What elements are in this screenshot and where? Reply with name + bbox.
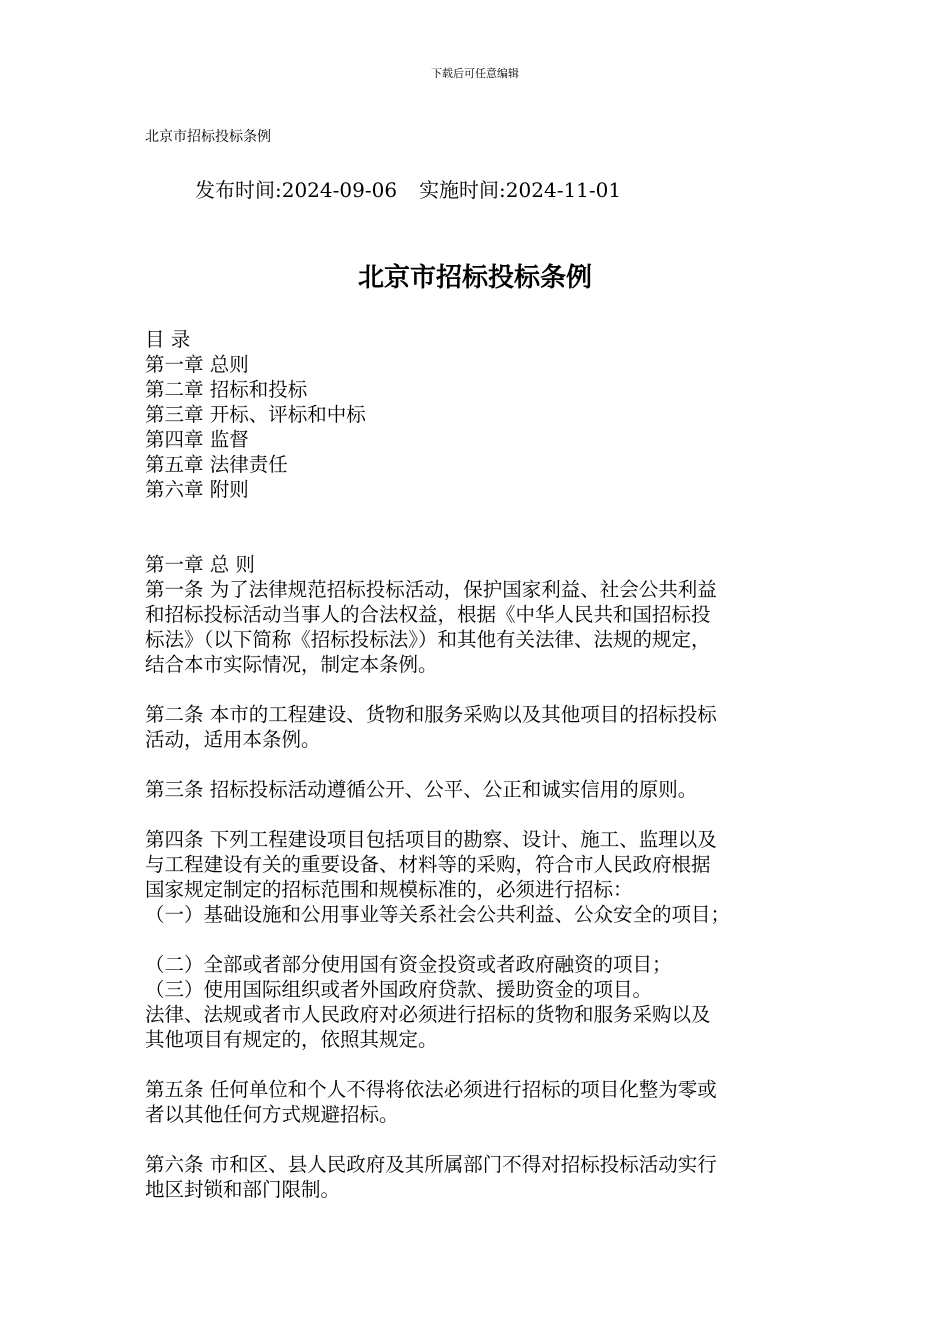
article-2: [145, 702, 825, 752]
paragraph-line: 国家规定制定的招标范围和规模标准的，必须进行招标：: [145, 878, 633, 901]
paragraph-line: 结合本市实际情况，制定本条例。: [145, 653, 438, 676]
paragraph-line: 第六条 市和区、县人民政府及其所属部门不得对招标投标活动实行: [145, 1153, 717, 1176]
paragraph-line: 和招标投标活动当事人的合法权益，根据《中华人民共和国招标投: [145, 603, 711, 626]
paragraph-line: 法律、法规或者市人民政府对必须进行招标的货物和服务采购以及: [145, 1003, 711, 1026]
paragraph-line: 者以其他任何方式规避招标。: [145, 1103, 399, 1126]
paragraph-line: 与工程建设有关的重要设备、材料等的采购，符合市人民政府根据: [145, 853, 711, 876]
toc-item: 第五章 法律责任: [145, 453, 288, 476]
publish-date: 发布时间:2024-09-06: [195, 178, 398, 202]
article-4-continued: [145, 952, 825, 1052]
toc-item: 第二章 招标和投标: [145, 378, 308, 401]
chapter-heading: 第一章 总 则: [145, 553, 255, 576]
article-5: [145, 1077, 825, 1127]
table-of-contents: [145, 327, 825, 502]
paragraph-line: 活动，适用本条例。: [145, 728, 321, 751]
paragraph-line: 其他项目有规定的，依照其规定。: [145, 1028, 438, 1051]
paragraph-line: 第二条 本市的工程建设、货物和服务采购以及其他项目的招标投标: [145, 703, 717, 726]
paragraph-line: 第三条 招标投标活动遵循公开、公平、公正和诚实信用的原则。: [145, 778, 698, 801]
article-1: [145, 577, 825, 677]
toc-item: 第四章 监督: [145, 428, 249, 451]
effective-date: 实施时间:2024-11-01: [419, 178, 622, 202]
paragraph-line: （一）基础设施和公用事业等关系社会公共利益、公众安全的项目；: [145, 903, 731, 926]
article-4: [145, 827, 825, 927]
toc-item: 第三章 开标、评标和中标: [145, 403, 366, 426]
document-title: 北京市招标投标条例: [357, 263, 592, 293]
toc-item: 第一章 总则: [145, 353, 249, 376]
toc-item: 第六章 附则: [145, 478, 249, 501]
paragraph-line: 第一条 为了法律规范招标投标活动，保护国家利益、社会公共利益: [145, 578, 717, 601]
document-body: [145, 327, 825, 1202]
paragraph-line: 地区封锁和部门限制。: [145, 1178, 341, 1201]
paragraph-line: 第四条 下列工程建设项目包括项目的勘察、设计、施工、监理以及: [145, 828, 717, 851]
chapter-one: [145, 552, 825, 1202]
article-3: [145, 777, 825, 802]
date-line: [195, 176, 621, 204]
toc-heading: 目 录: [145, 328, 191, 351]
paragraph-line: 标法》（以下简称《招标投标法》）和其他有关法律、法规的规定，: [145, 628, 711, 651]
article-6: [145, 1152, 825, 1202]
paragraph-line: （三）使用国际组织或者外国政府贷款、援助资金的项目。: [145, 978, 653, 1001]
document-label: 北京市招标投标条例: [145, 129, 271, 145]
header-note: 下载后可任意编辑: [431, 67, 519, 80]
paragraph-line: 第五条 任何单位和个人不得将依法必须进行招标的项目化整为零或: [145, 1078, 717, 1101]
paragraph-line: （二）全部或者部分使用国有资金投资或者政府融资的项目；: [145, 953, 672, 976]
